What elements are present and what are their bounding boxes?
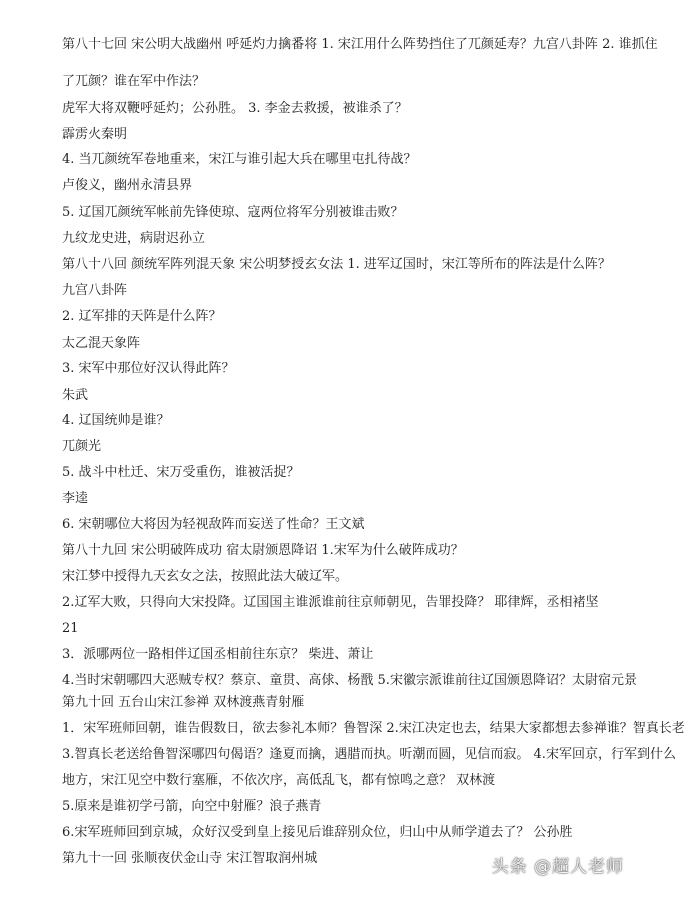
text-line: 李逵	[62, 491, 89, 506]
text-line: 了兀颜？谁在军中作法？	[62, 74, 206, 89]
text-line: 朱武	[62, 388, 89, 403]
text-line: 宋江梦中授得九天玄女之法，按照此法大破辽军。	[62, 569, 349, 584]
text-line: 虎军大将双鞭呼延灼；公孙胜。 3. 李金去救援，被谁杀了？	[62, 101, 408, 116]
chapter-heading: 第九十一回 张顺夜伏金山寺 宋江智取润州城	[62, 851, 318, 866]
watermark: 头条 @超人老师	[491, 857, 624, 877]
text-line: 5. 辽国兀颜统军帐前先锋使琼、寇两位将军分别被谁击败？	[62, 205, 404, 220]
chapter-heading: 第八十八回 颜统军阵列混天象 宋公明梦授玄女法 1. 进军辽国时，宋江等所布的阵法是什么阵？	[62, 257, 611, 272]
text-line: 5.原来是谁初学弓箭，向空中射雁？浪子燕青	[62, 799, 322, 814]
text-line: 霹雳火秦明	[62, 127, 128, 142]
text-line: 太乙混天象阵	[62, 336, 141, 351]
text-line: 兀颜光	[62, 439, 102, 454]
text-line: 2. 辽军排的天阵是什么阵？	[62, 309, 222, 324]
text-line: 1．宋军班师回朝，谁告假数日，欲去参礼本师？鲁智深 2.宋江决定也去，结果大家都想去参禅谁？智真长老	[62, 721, 685, 736]
text-line: 卢俊义，幽州永清县界	[62, 178, 193, 193]
text-line: 九纹龙史进，病尉迟孙立	[62, 231, 206, 246]
page-number: 21	[62, 621, 79, 636]
text-line: 4. 当兀颜统军卷地重来，宋江与谁引起大兵在哪里屯扎待战？	[62, 152, 417, 167]
text-line: 4. 辽国统帅是谁？	[62, 413, 170, 428]
text-line: 第八十七回 宋公明大战幽州 呼延灼力擒番将 1. 宋江用什么阵势挡住了兀颜延寿？九宫八卦阵 2. 谁抓住	[62, 37, 658, 52]
chapter-heading: 第八十九回 宋公明破阵成功 宿太尉颁恩降诏 1.宋军为什么破阵成功？	[62, 543, 464, 558]
text-line: 3．派哪两位一路相伴辽国丞相前往东京？ 柴进、萧让	[62, 647, 374, 662]
text-line: 6. 宋朝哪位大将因为轻视敌阵而妄送了性命？王文斌	[62, 517, 365, 532]
text-line: 3.智真长老送给鲁智深哪四句偈语？逢夏而擒，遇腊而执。听潮而圆，见信而寂。 4.宋军回京，行军到什么	[62, 747, 676, 762]
text-line: 地方，宋江见空中数行塞雁，不依次序，高低乱飞，都有惊鸣之意？ 双林渡	[62, 773, 496, 788]
text-line: 5. 战斗中杜迁、宋万受重伤，谁被活捉？	[62, 465, 300, 480]
text-line: 3. 宋军中那位好汉认得此阵？	[62, 361, 235, 376]
text-line: 2.辽军大败，只得向大宋投降。辽国国主谁派谁前往京师朝见，告罪投降？ 耶律辉，丞相褚坚	[62, 595, 599, 610]
text-line: 九宫八卦阵	[62, 283, 128, 298]
chapter-heading: 第九十回 五台山宋江参禅 双林渡燕青射雁	[62, 695, 305, 710]
text-line: 4.当时宋朝哪四大恶贼专权？蔡京、童贯、高俅、杨戬 5.宋徽宗派谁前往辽国颁恩降诏？太尉宿元景	[62, 673, 637, 688]
text-line: 6.宋军班师回到京城，众好汉受到皇上接见后谁辞别众位，归山中从师学道去了？ 公孙胜	[62, 825, 573, 840]
